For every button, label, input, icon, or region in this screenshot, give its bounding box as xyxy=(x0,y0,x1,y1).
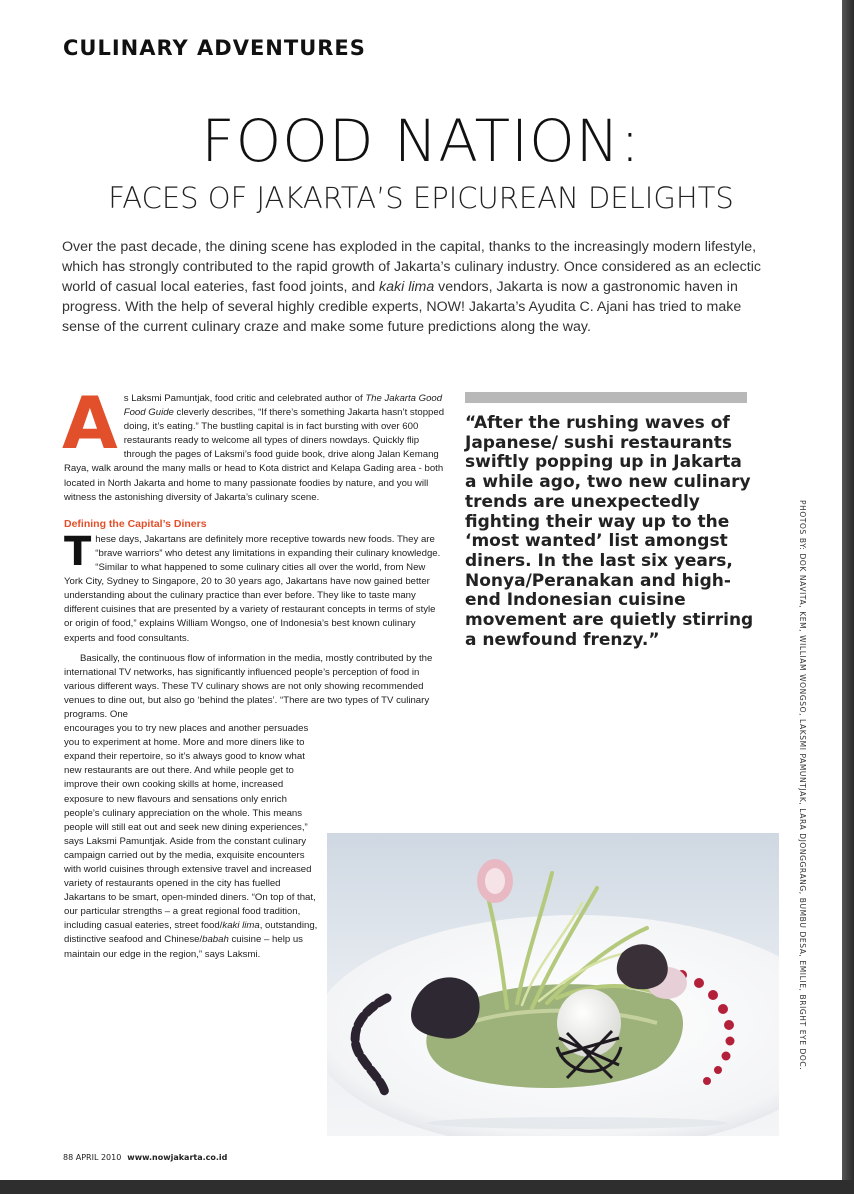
article-subheading: Defining the Capital’s Diners xyxy=(64,517,207,530)
article-paragraph-2 xyxy=(64,528,446,646)
intro-text-2: vendors, Jakarta is now a gastronomic haven in progress. With the help of several highly credible experts, NOW! Jakarta’s Ayudita C. Ajani has tried to make sense of the current culinary craze and make some future predictions along the way. xyxy=(62,279,742,335)
intro-italic: kaki lima xyxy=(379,279,435,295)
photo-credit: PHOTOS BY: DOK NAVITA, KEM, WILLIAM WONGSO, LAKSMI PAMUNTJAK, LARA DJONGGRANG, BUMBU DESA, EMILIE, BRIGHT EYE DOC. xyxy=(798,500,807,1071)
drop-cap-t: T xyxy=(64,528,92,575)
pullquote: “After the rushing waves of Japanese/ sushi restaurants swiftly popping up in Jakarta a while ago, two new culinary trends are unexpectedly fighting their way up to the ‘most wanted’ list amongst diners. In the last six years, Nonya/Peranakan and high-end Indonesian cuisine movement are quietly stirring a newfound frenzy.” xyxy=(465,413,754,650)
p4-text-a: encourages you to try new places and another persuades you to experiment at home. More and more diners like to expand their repertoire, so it’s always good to know what new restaurants are out there. And while people get to improve their own cooking skills at home, increased exposure to new flavours and sensations only enrich people’s culinary appreciation on the whole. This means people will still eat out and seek new dining experiences,” says Laksmi Pamuntjak. Aside from the constant culinary campaign carried out by the media, exquisite encounters with world cuisines through extensive travel and increased variety of restaurants opened in the city has fuelled Jakartans to be smart, open-minded diners. “On top of that, our particular strengths – a great regional food tradition, including casual eateries, street food/ xyxy=(64,723,316,932)
food-photo xyxy=(327,833,779,1136)
p1-book-title: The Jakarta Good Food Guide xyxy=(123,393,443,419)
subheadline: FACES OF JAKARTA’S EPICUREAN DELIGHTS xyxy=(108,181,734,215)
p4-text-c: cuisine – help us maintain our edge in the region,” says Laksmi. xyxy=(64,934,303,960)
p1-text-a: s Laksmi Pamuntjak, food critic and celebrated author of xyxy=(123,393,366,404)
headline: FOOD NATION: xyxy=(201,107,641,175)
page-footer xyxy=(63,1153,227,1162)
page-number: 88 APRIL 2010 xyxy=(63,1153,122,1162)
drop-cap-a: A xyxy=(62,381,118,465)
p1-text-b: cleverly describes, “If there’s something Jakarta hasn’t stopped doing, it’s eating.” The bustling capital is in fact bursting with over 600 restaurants ready to welcome all types of diners nowdays. Quickly flip through the pages of Laksmi’s food guide book, drive along Jalan Kemang Raya, walk around the many malls or head to Kota district and Kelapa Gading area - both located in North Jakarta and home to many passionate foodies by nature, and you will witness the astonishing diversity of Jakarta’s culinary scene. xyxy=(64,407,445,503)
pullquote-rule xyxy=(465,392,747,403)
article-paragraph-4 xyxy=(64,722,319,962)
page-edge xyxy=(842,0,854,1194)
intro-text-1: Over the past decade, the dining scene has exploded in the capital, thanks to the increasingly modern lifestyle, which has strongly contributed to the rapid growth of Jakarta’s culinary industry. Once considered as an eclectic world of casual local eateries, fast food joints, and xyxy=(62,239,761,295)
p4-italic-2: babah xyxy=(202,934,229,946)
section-title: CULINARY ADVENTURES xyxy=(63,36,366,60)
website-url: www.nowjakarta.co.id xyxy=(127,1153,228,1162)
p4-text-b: , outstanding, distinctive seafood and Chinese/ xyxy=(64,920,318,946)
article-paragraph-3: Basically, the continuous flow of information in the media, mostly contributed by the international TV networks, has significantly influenced people’s perception of food in various different ways. These TV culinary shows are not only showing recommended venues to dine out, but also go ‘behind the plates’. “There are two types of TV culinary programs. One xyxy=(64,652,433,720)
intro-paragraph xyxy=(62,237,782,337)
page-bottom-edge xyxy=(0,1180,854,1194)
p4-italic-1: kaki lima xyxy=(222,920,260,932)
p2-text: hese days, Jakartans are definitely more receptive towards new foods. They are “brave warriors” who detest any limitations in expanding their culinary knowledge. “Similar to what happened to some culinary cities all over the world, from New York City, Sydney to Singapore, 20 to 30 years ago, Jakartans have now gained better understanding about the culinary practice than ever before. They like to taste many different cuisines that are presented by a variety of restaurant concepts in terms of style or origin of food,” explains William Wongso, one of Indonesia’s best known culinary experts and food consultants. xyxy=(64,533,441,644)
article-paragraph-1 xyxy=(62,381,446,505)
